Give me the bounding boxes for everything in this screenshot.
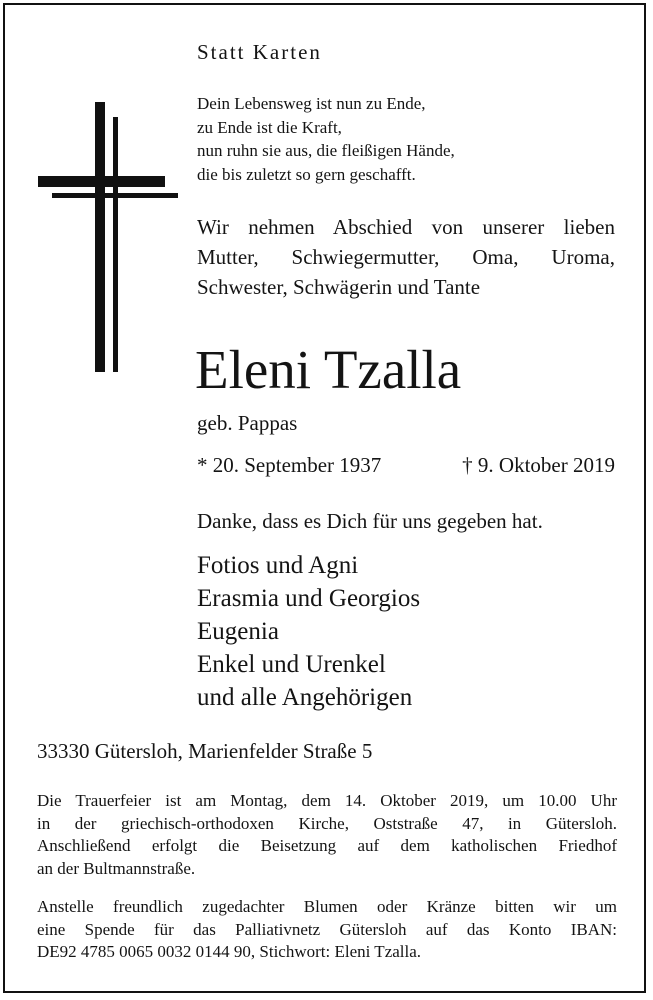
funeral-info-paragraph (37, 790, 617, 880)
poem-line: zu Ende ist die Kraft, (197, 117, 342, 137)
deceased-name: Eleni Tzalla (195, 339, 462, 400)
maiden-name: geb. Pappas (197, 411, 298, 435)
mourner-entry: Eugenia (197, 618, 279, 645)
life-dates (197, 452, 615, 478)
cross-horizontal-back (52, 193, 178, 198)
cross-vertical-front (95, 102, 105, 372)
statt-karten-heading: Statt Karten (197, 40, 322, 64)
cross-vertical-back (113, 117, 118, 372)
donation-info-paragraph (37, 896, 617, 964)
farewell-line: Mutter, Schwiegermutter, Oma, Uroma, (197, 245, 615, 269)
thanks-line: Danke, dass es Dich für uns gegeben hat. (197, 509, 543, 533)
mourner-entry: Enkel und Urenkel (197, 651, 386, 678)
poem (197, 92, 455, 186)
funeral-info-line: Die Trauerfeier ist am Montag, dem 14. Oktober 2019, um 10.00 Uhr (37, 791, 617, 810)
family-address: 33330 Gütersloh, Marienfelder Straße 5 (37, 739, 373, 763)
donation-info-line: DE92 4785 0065 0032 0144 90, Stichwort: Eleni Tzalla. (37, 942, 422, 961)
donation-info-line: eine Spende für das Palliativnetz Gütersloh auf das Konto IBAN: (37, 919, 617, 939)
poem-line: Dein Lebensweg ist nun zu Ende, (197, 94, 426, 113)
mourners-list (197, 549, 420, 714)
mourner-entry: und alle Angehörigen (197, 684, 413, 711)
poem-line: nun ruhn sie aus, die fleißigen Hände, (197, 141, 455, 160)
poem-line: die bis zuletzt so gern geschafft. (197, 164, 416, 184)
death-date: † 9. Oktober 2019 (462, 453, 615, 477)
mourner-entry: Erasmia und Georgios (197, 585, 421, 612)
funeral-info-line: an der Bultmannstraße. (37, 858, 196, 878)
mourner-entry: Fotios und Agni (197, 552, 359, 579)
funeral-info-line: in der griechisch-orthodoxen Kirche, Oststraße 47, in Gütersloh. (37, 813, 617, 833)
farewell-text (197, 212, 615, 302)
farewell-line: Wir nehmen Abschied von unserer lieben (197, 215, 615, 239)
cross-horizontal-front (38, 176, 165, 187)
donation-info-line: Anstelle freundlich zugedachter Blumen oder Kränze bitten wir um (37, 897, 617, 916)
farewell-line: Schwester, Schwägerin und Tante (197, 275, 481, 299)
birth-date: * 20. September 1937 (197, 453, 382, 477)
funeral-info-line: Anschließend erfolgt die Beisetzung auf dem katholischen Friedhof (37, 836, 617, 855)
